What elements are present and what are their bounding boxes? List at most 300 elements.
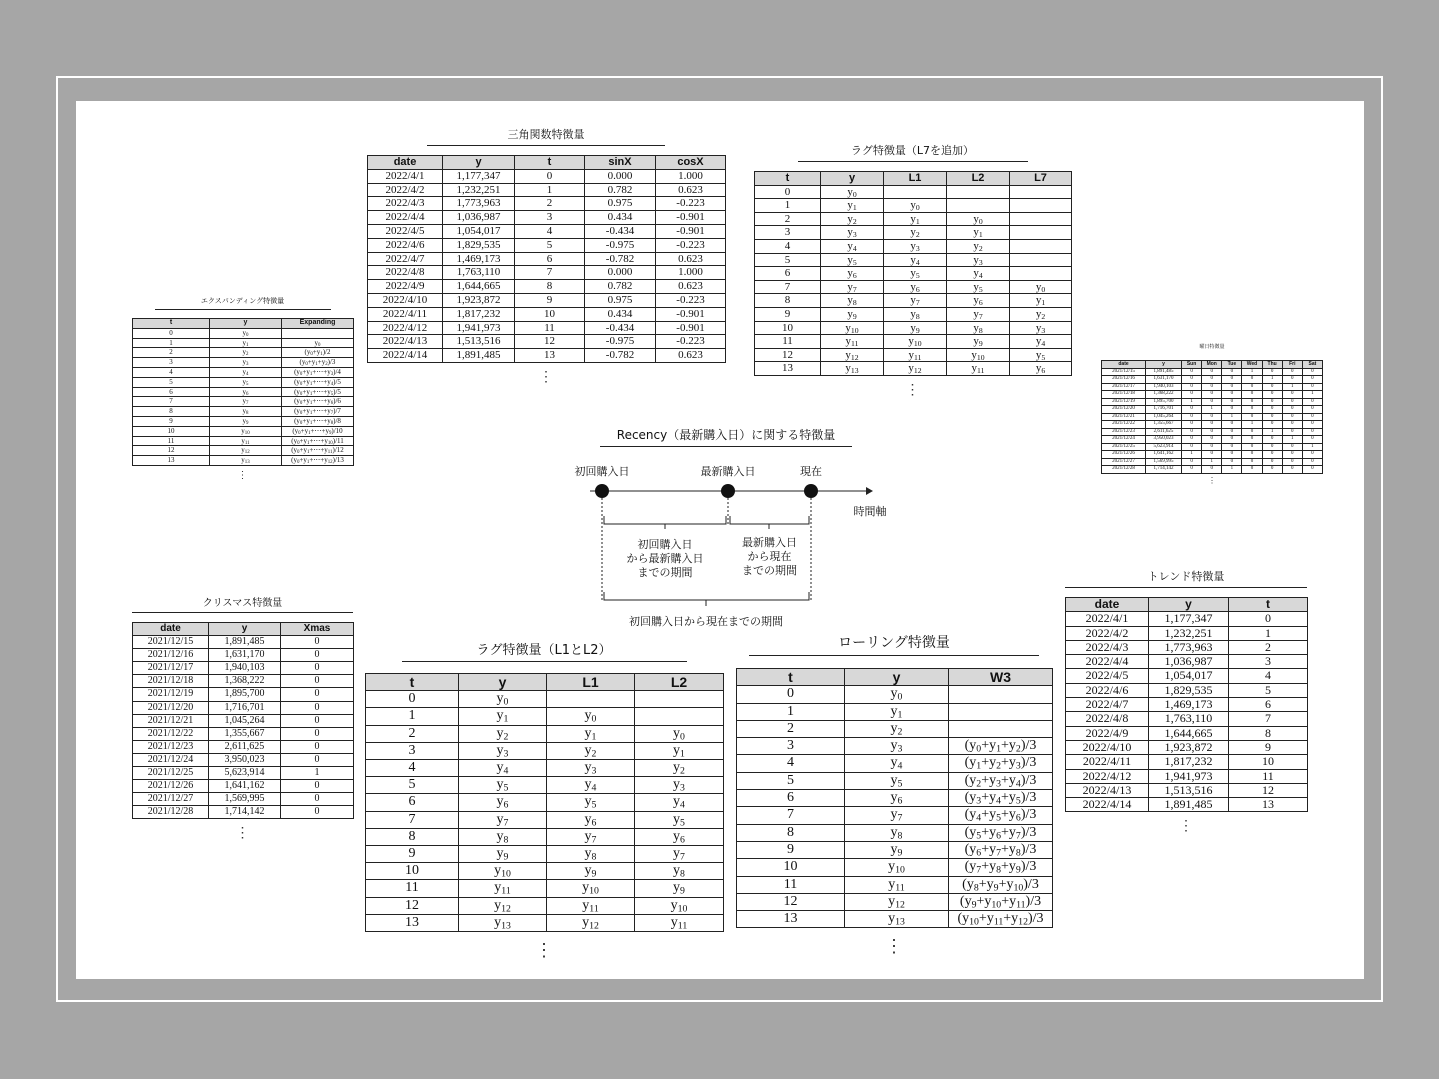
first-to-latest-label: 初回購入日 から最新購入日 までの期間: [626, 538, 704, 579]
table-cell: -0.901: [656, 224, 726, 238]
rolling-feature-block: [736, 632, 1052, 957]
table-cell: 1: [1302, 443, 1322, 451]
table-cell: 1,368,222: [209, 675, 281, 688]
weekday-feature-table: [1101, 360, 1323, 474]
table-row: [737, 755, 1053, 772]
table-cell: [1010, 267, 1072, 281]
table-row: [1102, 451, 1323, 459]
table-cell: 1: [1262, 376, 1282, 384]
table-cell: 0: [1302, 406, 1322, 414]
table-row: [133, 456, 354, 466]
table-row: [366, 708, 724, 725]
table-row: [133, 675, 354, 688]
table-cell: $y_5$: [884, 267, 947, 281]
table-cell: 1,763,110: [1149, 712, 1229, 726]
table-cell: 2021/12/27: [1102, 458, 1146, 466]
table-row: [1102, 443, 1323, 451]
table-cell: 2021/12/16: [1102, 376, 1146, 384]
table-cell: -0.223: [656, 238, 726, 252]
column-header: date: [1066, 598, 1149, 612]
table-cell: $(y_0+y_1+\cdots+y_3)/4$: [282, 367, 354, 377]
table-cell: $y_{12}$: [210, 446, 282, 456]
table-cell: $(y_0+y_1+\cdots+y_{12})/13$: [282, 456, 354, 466]
table-row: [133, 727, 354, 740]
table-cell: 13: [515, 349, 585, 363]
table-row: [755, 362, 1072, 376]
column-header: L7: [1010, 172, 1072, 186]
table-row: [133, 649, 354, 662]
table-row: [133, 416, 354, 426]
table-cell: 4: [515, 224, 585, 238]
lag12-feature-block: [365, 639, 723, 961]
table-cell: 1: [1242, 368, 1262, 376]
table-cell: [1010, 212, 1072, 226]
table-cell: 1,716,701: [1146, 406, 1182, 414]
table-cell: 0: [281, 688, 354, 701]
column-header: Xmas: [281, 623, 354, 636]
table-cell: $y_1$: [210, 338, 282, 348]
table-cell: [547, 691, 635, 708]
table-cell: $y_{12}$: [884, 362, 947, 376]
table-cell: $y_5$: [947, 280, 1010, 294]
first-to-now-label: 初回購入日から現在までの期間: [629, 615, 783, 628]
lag7-more-indicator: ⋮: [905, 382, 920, 398]
table-cell: 2,611,625: [1146, 428, 1182, 436]
table-cell: 0: [1282, 368, 1302, 376]
table-cell: $y_5$: [459, 777, 547, 794]
table-cell: 2021/12/17: [133, 662, 209, 675]
table-cell: $y_{10}$: [210, 426, 282, 436]
table-cell: 2022/4/12: [1066, 769, 1149, 783]
table-cell: 1,817,232: [1149, 755, 1229, 769]
table-cell: 0: [1182, 436, 1202, 444]
table-cell: 1,716,701: [209, 701, 281, 714]
table-cell: $y_0$: [635, 725, 724, 742]
table-row: [133, 426, 354, 436]
column-header: cosX: [656, 156, 726, 170]
table-cell: 1,355,667: [209, 727, 281, 740]
table-cell: $y_2$: [821, 212, 884, 226]
table-cell: 1,513,516: [1149, 783, 1229, 797]
table-cell: -0.434: [585, 224, 656, 238]
table-cell: 3: [1229, 655, 1308, 669]
table-cell: 3: [366, 742, 459, 759]
table-cell: $y_8$: [459, 828, 547, 845]
table-cell: $y_2$: [947, 239, 1010, 253]
table-cell: 2022/4/2: [1066, 626, 1149, 640]
table-row: [1102, 413, 1323, 421]
column-header: t: [1229, 598, 1308, 612]
table-cell: 3,950,023: [1146, 436, 1182, 444]
table-cell: 0: [1262, 406, 1282, 414]
table-row: [755, 307, 1072, 321]
trend-feature-table: [1065, 597, 1308, 812]
table-cell: $y_{10}$: [635, 897, 724, 914]
table-row: [366, 811, 724, 828]
table-cell: 0: [1182, 391, 1202, 399]
table-cell: 1,569,995: [1146, 458, 1182, 466]
table-cell: $y_3$: [210, 358, 282, 368]
table-cell: 0: [1202, 466, 1222, 474]
table-cell: $y_9$: [210, 416, 282, 426]
table-cell: 2021/12/25: [1102, 443, 1146, 451]
table-cell: 0: [1302, 398, 1322, 406]
table-cell: 0: [1282, 428, 1302, 436]
table-cell: $y_3$: [845, 738, 949, 755]
table-row: [737, 686, 1053, 703]
table-cell: 0: [281, 806, 354, 819]
table-cell: 0: [366, 691, 459, 708]
table-cell: 1,641,162: [209, 780, 281, 793]
table-cell: 0: [1262, 391, 1282, 399]
table-cell: 0: [1182, 413, 1202, 421]
column-header: date: [133, 623, 209, 636]
table-row: [737, 824, 1053, 841]
table-cell: $y_5$: [210, 377, 282, 387]
table-cell: $y_8$: [210, 407, 282, 417]
table-cell: 0: [1302, 436, 1322, 444]
table-cell: [635, 691, 724, 708]
table-cell: 2021/12/28: [133, 806, 209, 819]
table-cell: 13: [1229, 798, 1308, 812]
table-row: [1102, 398, 1323, 406]
table-cell: 0: [1202, 451, 1222, 459]
table-cell: $(y_7+y_8+y_9)/3$: [949, 859, 1053, 876]
table-cell: 1,773,963: [443, 197, 515, 211]
table-cell: 0: [1182, 421, 1202, 429]
table-row: [368, 183, 726, 197]
table-cell: 1,469,173: [1149, 698, 1229, 712]
table-cell: 0: [1242, 391, 1262, 399]
table-cell: 0: [1202, 413, 1222, 421]
table-cell: 11: [737, 876, 845, 893]
table-cell: 8: [366, 828, 459, 845]
table-cell: 2021/12/28: [1102, 466, 1146, 474]
table-cell: 0.434: [585, 211, 656, 225]
expanding-feature-title: エクスパンディング特徴量: [155, 296, 331, 310]
table-cell: $y_3$: [821, 226, 884, 240]
column-header: Sat: [1302, 361, 1322, 369]
table-cell: 0: [1282, 398, 1302, 406]
table-cell: $(y_0+y_1+\cdots+y_6)/6$: [282, 397, 354, 407]
table-row: [133, 767, 354, 780]
table-row: [1102, 383, 1323, 391]
table-cell: 2021/12/20: [133, 701, 209, 714]
table-cell: $y_4$: [821, 239, 884, 253]
table-row: [755, 267, 1072, 281]
table-row: [1066, 712, 1308, 726]
table-cell: 0.782: [585, 280, 656, 294]
table-row: [368, 224, 726, 238]
table-cell: $y_7$: [459, 811, 547, 828]
table-cell: 1.000: [656, 266, 726, 280]
table-cell: 1,641,162: [1146, 451, 1182, 459]
table-cell: 1,469,173: [443, 252, 515, 266]
table-cell: $y_{12}$: [547, 914, 635, 931]
table-cell: 6: [133, 387, 210, 397]
table-cell: 1: [1182, 398, 1202, 406]
table-row: [133, 701, 354, 714]
table-row: [1102, 428, 1323, 436]
lag12-more-indicator: ⋮: [535, 940, 553, 961]
table-cell: 2021/12/19: [133, 688, 209, 701]
table-cell: 0.623: [656, 252, 726, 266]
table-cell: 2021/12/16: [133, 649, 209, 662]
table-cell: 3: [755, 226, 821, 240]
table-cell: 4: [1229, 669, 1308, 683]
table-cell: 0: [1182, 368, 1202, 376]
table-cell: 1,513,516: [443, 335, 515, 349]
table-row: [1066, 755, 1308, 769]
table-cell: -0.975: [585, 335, 656, 349]
table-cell: 1: [1302, 391, 1322, 399]
table-cell: $y_4$: [884, 253, 947, 267]
table-cell: 0: [281, 701, 354, 714]
column-header: Tue: [1222, 361, 1242, 369]
table-cell: 0: [1202, 436, 1222, 444]
table-cell: 0: [1262, 458, 1282, 466]
column-header: L2: [635, 674, 724, 691]
table-cell: $y_{13}$: [459, 914, 547, 931]
table-cell: $(y_0+y_1+\cdots+y_{10})/11$: [282, 436, 354, 446]
table-cell: [282, 328, 354, 338]
trig-feature-table: [367, 155, 726, 363]
table-row: [368, 211, 726, 225]
table-row: [133, 806, 354, 819]
table-cell: $(y_2+y_3+y_4)/3$: [949, 772, 1053, 789]
table-row: [133, 387, 354, 397]
latest-purchase-label: 最新購入日: [700, 465, 756, 478]
table-cell: 1,232,251: [443, 183, 515, 197]
table-row: [368, 321, 726, 335]
now-dot: [804, 484, 818, 498]
table-cell: 1,940,103: [1146, 383, 1182, 391]
table-cell: 2022/4/9: [368, 280, 443, 294]
table-cell: $y_2$: [884, 226, 947, 240]
table-cell: 8: [133, 407, 210, 417]
table-cell: -0.901: [656, 211, 726, 225]
table-cell: 0: [1222, 406, 1242, 414]
table-cell: $(y_4+y_5+y_6)/3$: [949, 807, 1053, 824]
table-cell: 0: [1202, 443, 1222, 451]
table-cell: 0: [1222, 436, 1242, 444]
table-cell: 4: [366, 760, 459, 777]
table-cell: 0: [737, 686, 845, 703]
table-cell: 0: [1302, 421, 1322, 429]
table-cell: $y_8$: [547, 846, 635, 863]
table-row: [133, 436, 354, 446]
table-cell: 0: [1242, 443, 1262, 451]
table-cell: $y_7$: [635, 846, 724, 863]
table-cell: 12: [366, 897, 459, 914]
table-cell: $y_8$: [821, 294, 884, 308]
table-cell: $y_{13}$: [821, 362, 884, 376]
table-cell: $y_{12}$: [459, 897, 547, 914]
table-cell: 2021/12/26: [1102, 451, 1146, 459]
table-cell: $(y_0+y_1+\cdots+y_4)/5$: [282, 377, 354, 387]
table-row: [133, 358, 354, 368]
table-cell: 0: [1182, 458, 1202, 466]
table-cell: 0: [1262, 398, 1282, 406]
table-cell: 1,177,347: [443, 169, 515, 183]
table-cell: $y_{11}$: [821, 335, 884, 349]
table-row: [368, 266, 726, 280]
table-cell: 1,895,700: [209, 688, 281, 701]
table-cell: 0: [133, 328, 210, 338]
table-cell: $y_2$: [1010, 307, 1072, 321]
table-row: [133, 328, 354, 338]
table-cell: $y_{12}$: [821, 348, 884, 362]
table-cell: $y_{13}$: [845, 911, 949, 928]
table-cell: 0: [1262, 368, 1282, 376]
table-row: [368, 252, 726, 266]
table-row: [366, 742, 724, 759]
table-row: [737, 772, 1053, 789]
lag7-feature-title: ラグ特徴量（L7を追加）: [798, 142, 1028, 162]
table-row: [755, 239, 1072, 253]
table-cell: 1,644,665: [443, 280, 515, 294]
table-cell: $y_0$: [884, 199, 947, 213]
table-row: [1102, 436, 1323, 444]
table-cell: $y_1$: [459, 708, 547, 725]
table-cell: 0: [1282, 413, 1302, 421]
table-cell: [884, 185, 947, 199]
table-row: [133, 636, 354, 649]
table-cell: 0.975: [585, 197, 656, 211]
table-cell: 1: [133, 338, 210, 348]
table-cell: $y_6$: [210, 387, 282, 397]
table-cell: 5,623,914: [209, 767, 281, 780]
table-cell: 1,045,264: [209, 714, 281, 727]
table-cell: $y_1$: [547, 725, 635, 742]
table-cell: -0.782: [585, 252, 656, 266]
table-cell: 1: [755, 199, 821, 213]
table-cell: 2021/12/23: [1102, 428, 1146, 436]
table-row: [133, 407, 354, 417]
table-cell: $y_5$: [1010, 348, 1072, 362]
table-cell: 0: [1222, 451, 1242, 459]
table-cell: 0: [1182, 376, 1202, 384]
table-cell: -0.223: [656, 293, 726, 307]
time-axis-arrowhead: [866, 487, 873, 495]
table-cell: $(y_6+y_7+y_8)/3$: [949, 841, 1053, 858]
table-cell: $(y_3+y_4+y_5)/3$: [949, 790, 1053, 807]
xmas-feature-block: [132, 594, 353, 842]
table-cell: 0.623: [656, 280, 726, 294]
table-cell: 0: [1282, 421, 1302, 429]
table-cell: 0: [1242, 466, 1262, 474]
table-cell: 2022/4/10: [1066, 740, 1149, 754]
table-row: [1102, 391, 1323, 399]
table-cell: 0: [1182, 383, 1202, 391]
table-row: [366, 691, 724, 708]
table-cell: 0: [1222, 443, 1242, 451]
table-row: [737, 703, 1053, 720]
table-cell: 0: [1202, 421, 1222, 429]
table-cell: $(y_0+y_1)/2$: [282, 348, 354, 358]
lag12-feature-title: ラグ特徴量（L1とL2）: [402, 639, 687, 662]
table-row: [1102, 406, 1323, 414]
table-row: [366, 794, 724, 811]
table-cell: 1,941,973: [1149, 769, 1229, 783]
table-row: [366, 828, 724, 845]
table-cell: -0.901: [656, 307, 726, 321]
table-cell: 1,036,987: [1149, 655, 1229, 669]
table-row: [133, 377, 354, 387]
table-cell: 0: [1242, 458, 1262, 466]
table-cell: 0: [1202, 368, 1222, 376]
table-cell: $y_{12}$: [845, 893, 949, 910]
table-cell: 2022/4/14: [368, 349, 443, 363]
table-cell: $y_3$: [635, 777, 724, 794]
table-cell: $y_{11}$: [547, 897, 635, 914]
table-cell: $y_1$: [821, 199, 884, 213]
table-cell: 1,940,103: [209, 662, 281, 675]
table-cell: $y_{10}$: [845, 859, 949, 876]
table-cell: $y_1$: [947, 226, 1010, 240]
table-cell: 0.434: [585, 307, 656, 321]
table-cell: 2022/4/3: [1066, 640, 1149, 654]
table-row: [737, 893, 1053, 910]
table-cell: 0: [1242, 376, 1262, 384]
rolling-feature-table: [736, 668, 1053, 928]
table-cell: $y_2$: [210, 348, 282, 358]
table-cell: $y_1$: [1010, 294, 1072, 308]
table-cell: 0: [1182, 428, 1202, 436]
table-cell: $y_{11}$: [635, 914, 724, 931]
table-cell: $y_0$: [210, 328, 282, 338]
table-cell: $y_9$: [821, 307, 884, 321]
table-cell: 0: [1282, 451, 1302, 459]
table-cell: 11: [133, 436, 210, 446]
table-cell: 2022/4/11: [368, 307, 443, 321]
table-cell: 2021/12/21: [133, 714, 209, 727]
table-cell: $y_3$: [884, 239, 947, 253]
table-cell: $y_0$: [845, 686, 949, 703]
table-cell: 11: [366, 880, 459, 897]
trend-feature-block: [1065, 568, 1307, 835]
column-header: t: [366, 674, 459, 691]
table-cell: $y_1$: [635, 742, 724, 759]
table-cell: $y_{11}$: [459, 880, 547, 897]
table-cell: 9: [133, 416, 210, 426]
first-to-latest-brace: [604, 516, 726, 529]
table-cell: 13: [133, 456, 210, 466]
table-cell: 1,891,485: [443, 349, 515, 363]
table-row: [755, 280, 1072, 294]
table-cell: $(y_5+y_6+y_7)/3$: [949, 824, 1053, 841]
table-cell: 0: [281, 662, 354, 675]
column-header: y: [210, 319, 282, 329]
table-row: [133, 793, 354, 806]
table-cell: 0: [1242, 451, 1262, 459]
table-cell: 2: [366, 725, 459, 742]
trig-feature-title: 三角関数特徴量: [427, 126, 665, 146]
table-cell: 6: [737, 790, 845, 807]
table-cell: 0.000: [585, 169, 656, 183]
table-cell: 13: [755, 362, 821, 376]
table-cell: 0: [1262, 383, 1282, 391]
table-cell: -0.223: [656, 335, 726, 349]
table-cell: 1,817,232: [443, 307, 515, 321]
table-row: [133, 367, 354, 377]
table-row: [133, 446, 354, 456]
table-cell: 0: [1262, 421, 1282, 429]
table-cell: 0: [1222, 368, 1242, 376]
table-row: [755, 294, 1072, 308]
table-cell: 2021/12/21: [1102, 413, 1146, 421]
table-row: [366, 880, 724, 897]
